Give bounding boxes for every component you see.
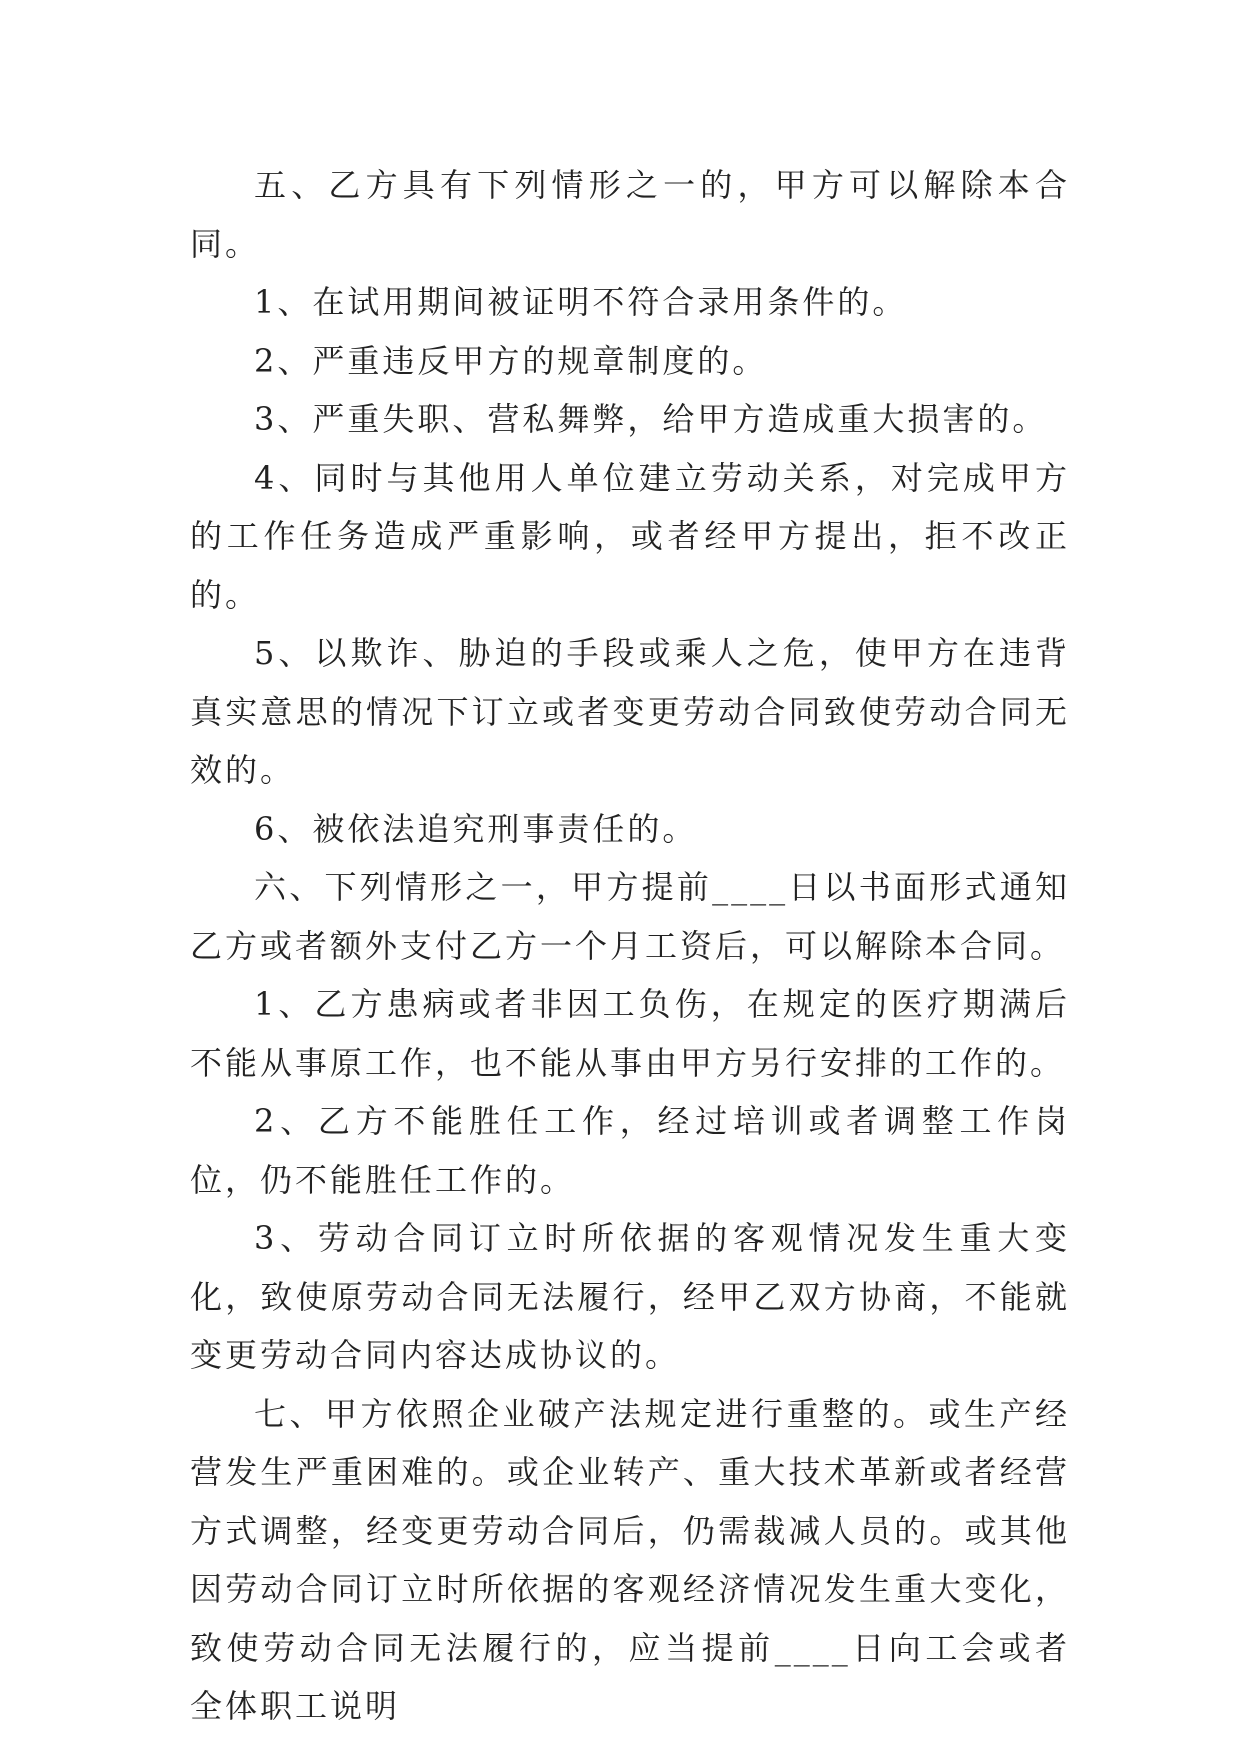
paragraph-item-5-1: 1、在试用期间被证明不符合录用条件的。 — [254, 283, 908, 321]
paragraph-item-5-2: 2、严重违反甲方的规章制度的。 — [254, 341, 768, 380]
paragraph-item-6-2: 2、乙方不能胜任工作，经过培训或者调整工作岗位，仍不能胜任工作的。 — [190, 1102, 1070, 1199]
paragraph-item-6-1: 1、乙方患病或者非因工负伤，在规定的医疗期满后不能从事原工作，也不能从事由甲方另行安排的工作的。 — [190, 985, 1070, 1082]
paragraph-item-5-4: 4、同时与其他用人单位建立劳动关系，对完成甲方的工作任务造成严重影响，或者经甲方提出，拒不改正的。 — [190, 458, 1070, 614]
paragraph-section-5: 五、乙方具有下列情形之一的，甲方可以解除本合同。 — [190, 166, 1070, 263]
paragraph-section-7: 七、甲方依照企业破产法规定进行重整的。或生产经营发生严重困难的。或企业转产、重大技术革新或者经营方式调整，经变更劳动合同后，仍需裁减人员的。或其他因劳动合同订立时所依据的客观经济情况发生重大变化，致使劳动合同无法履行的，应当提前____日向工会或者全体职工说明 — [190, 1394, 1070, 1725]
paragraph-item-6-3: 3、劳动合同订立时所依据的客观情况发生重大变化，致使原劳动合同无法履行，经甲乙双方协商，不能就变更劳动合同内容达成协议的。 — [190, 1219, 1070, 1374]
document-body — [190, 156, 1070, 1736]
paragraph-section-6: 六、下列情形之一，甲方提前____日以书面形式通知乙方或者额外支付乙方一个月工资后，可以解除本合同。 — [190, 868, 1070, 965]
paragraph-item-5-5: 5、以欺诈、胁迫的手段或乘人之危，使甲方在违背真实意思的情况下订立或者变更劳动合同致使劳动合同无效的。 — [190, 634, 1070, 789]
paragraph-item-5-3: 3、严重失职、营私舞弊，给甲方造成重大损害的。 — [254, 400, 1048, 438]
paragraph-item-5-6: 6、被依法追究刑事责任的。 — [254, 809, 698, 848]
